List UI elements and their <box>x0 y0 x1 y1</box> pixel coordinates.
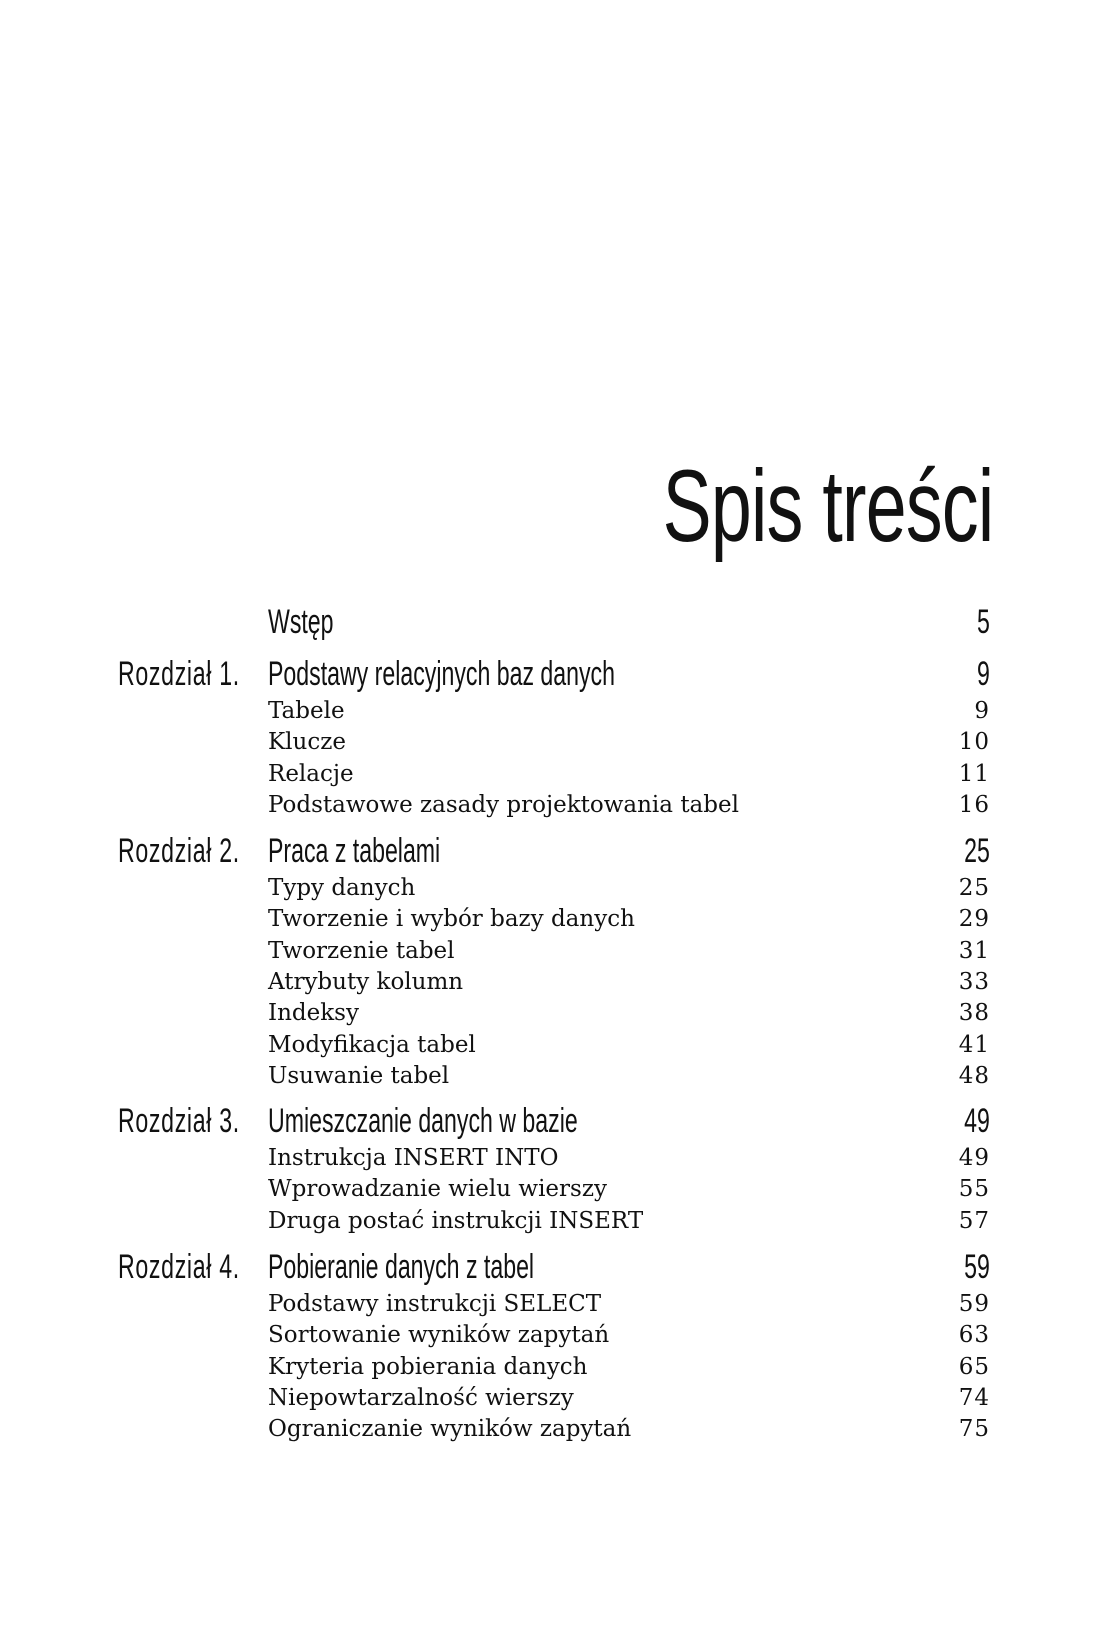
page-title: Spis treści <box>662 449 993 563</box>
section-row[interactable] <box>0 1293 1103 1321</box>
section-title: Kryteria pobierania danych <box>268 1353 588 1380</box>
section-title: Podstawy instrukcji SELECT <box>268 1291 602 1317</box>
chapter-page-number: 5 <box>977 603 990 641</box>
section-title: Wprowadzanie wielu wierszy <box>268 1176 607 1203</box>
section-page-number: 49 <box>958 1145 990 1171</box>
section-page-number: 16 <box>958 791 990 818</box>
section-row[interactable] <box>0 1384 1103 1415</box>
section-row[interactable] <box>0 1353 1103 1384</box>
section-row[interactable] <box>0 1207 1103 1238</box>
section-row[interactable] <box>0 1178 1103 1206</box>
section-row[interactable] <box>0 1418 1103 1446</box>
section-title: Tworzenie tabel <box>268 937 455 964</box>
section-page-number: 10 <box>958 729 990 756</box>
chapter-number: Rozdział 2. <box>118 832 240 870</box>
section-page-number: 11 <box>958 760 990 787</box>
chapter-row[interactable] <box>0 605 1103 645</box>
chapter-number: Rozdział 3. <box>118 1102 240 1140</box>
section-title: Usuwanie tabel <box>268 1062 450 1089</box>
chapter-page-number: 25 <box>964 832 990 870</box>
section-row[interactable] <box>0 908 1103 936</box>
chapter-title: Umieszczanie danych w bazie <box>268 1102 578 1140</box>
chapter-row[interactable] <box>0 834 1103 874</box>
section-row[interactable] <box>0 1002 1103 1030</box>
section-title: Podstawowe zasady projektowania tabel <box>268 791 739 818</box>
section-row[interactable] <box>0 1147 1103 1175</box>
section-page-number: 55 <box>958 1176 990 1203</box>
section-page-number: 65 <box>958 1353 990 1380</box>
section-row[interactable] <box>0 791 1103 822</box>
section-title: Relacje <box>268 760 354 787</box>
chapter-page-number: 9 <box>977 655 990 693</box>
section-title: Indeksy <box>268 1000 359 1027</box>
section-page-number: 57 <box>958 1207 990 1234</box>
section-title: Ograniczanie wyników zapytań <box>268 1416 632 1443</box>
section-row[interactable] <box>0 760 1103 791</box>
section-page-number: 74 <box>958 1384 990 1411</box>
section-title: Tabele <box>268 698 345 724</box>
section-title: Modyfikacja tabel <box>268 1031 476 1058</box>
section-page-number: 75 <box>958 1416 990 1443</box>
chapter-title: Praca z tabelami <box>268 832 441 870</box>
section-page-number: 29 <box>958 906 990 933</box>
chapter-row[interactable] <box>0 1250 1103 1290</box>
chapter-row[interactable] <box>0 1104 1103 1144</box>
section-title: Typy danych <box>268 875 416 901</box>
section-page-number: 31 <box>958 937 990 964</box>
section-title: Tworzenie i wybór bazy danych <box>268 906 635 933</box>
section-row[interactable] <box>0 1324 1103 1352</box>
section-row[interactable] <box>0 1031 1103 1062</box>
section-row[interactable] <box>0 700 1103 728</box>
section-row[interactable] <box>0 937 1103 968</box>
section-row[interactable] <box>0 1062 1103 1093</box>
chapter-title: Pobieranie danych z tabel <box>268 1248 535 1286</box>
section-page-number: 38 <box>958 1000 990 1027</box>
section-title: Sortowanie wyników zapytań <box>268 1322 610 1349</box>
section-page-number: 63 <box>958 1322 990 1349</box>
section-title: Niepowtarzalność wierszy <box>268 1384 574 1411</box>
chapter-row[interactable] <box>0 657 1103 697</box>
chapter-title: Podstawy relacyjnych baz danych <box>268 655 615 693</box>
section-page-number: 59 <box>958 1291 990 1317</box>
chapter-page-number: 49 <box>964 1102 990 1140</box>
section-row[interactable] <box>0 877 1103 905</box>
section-row[interactable] <box>0 968 1103 999</box>
chapter-page-number: 59 <box>964 1248 990 1286</box>
section-page-number: 9 <box>974 698 990 724</box>
chapter-title: Wstęp <box>268 603 334 641</box>
section-page-number: 48 <box>958 1062 990 1089</box>
section-title: Druga postać instrukcji INSERT <box>268 1207 644 1234</box>
section-title: Instrukcja INSERT INTO <box>268 1145 559 1171</box>
chapter-number: Rozdział 1. <box>118 655 240 693</box>
section-page-number: 41 <box>958 1031 990 1058</box>
section-title: Atrybuty kolumn <box>268 968 464 995</box>
section-row[interactable] <box>0 731 1103 759</box>
section-title: Klucze <box>268 729 346 756</box>
section-page-number: 33 <box>958 968 990 995</box>
section-page-number: 25 <box>958 875 990 901</box>
chapter-number: Rozdział 4. <box>118 1248 240 1286</box>
